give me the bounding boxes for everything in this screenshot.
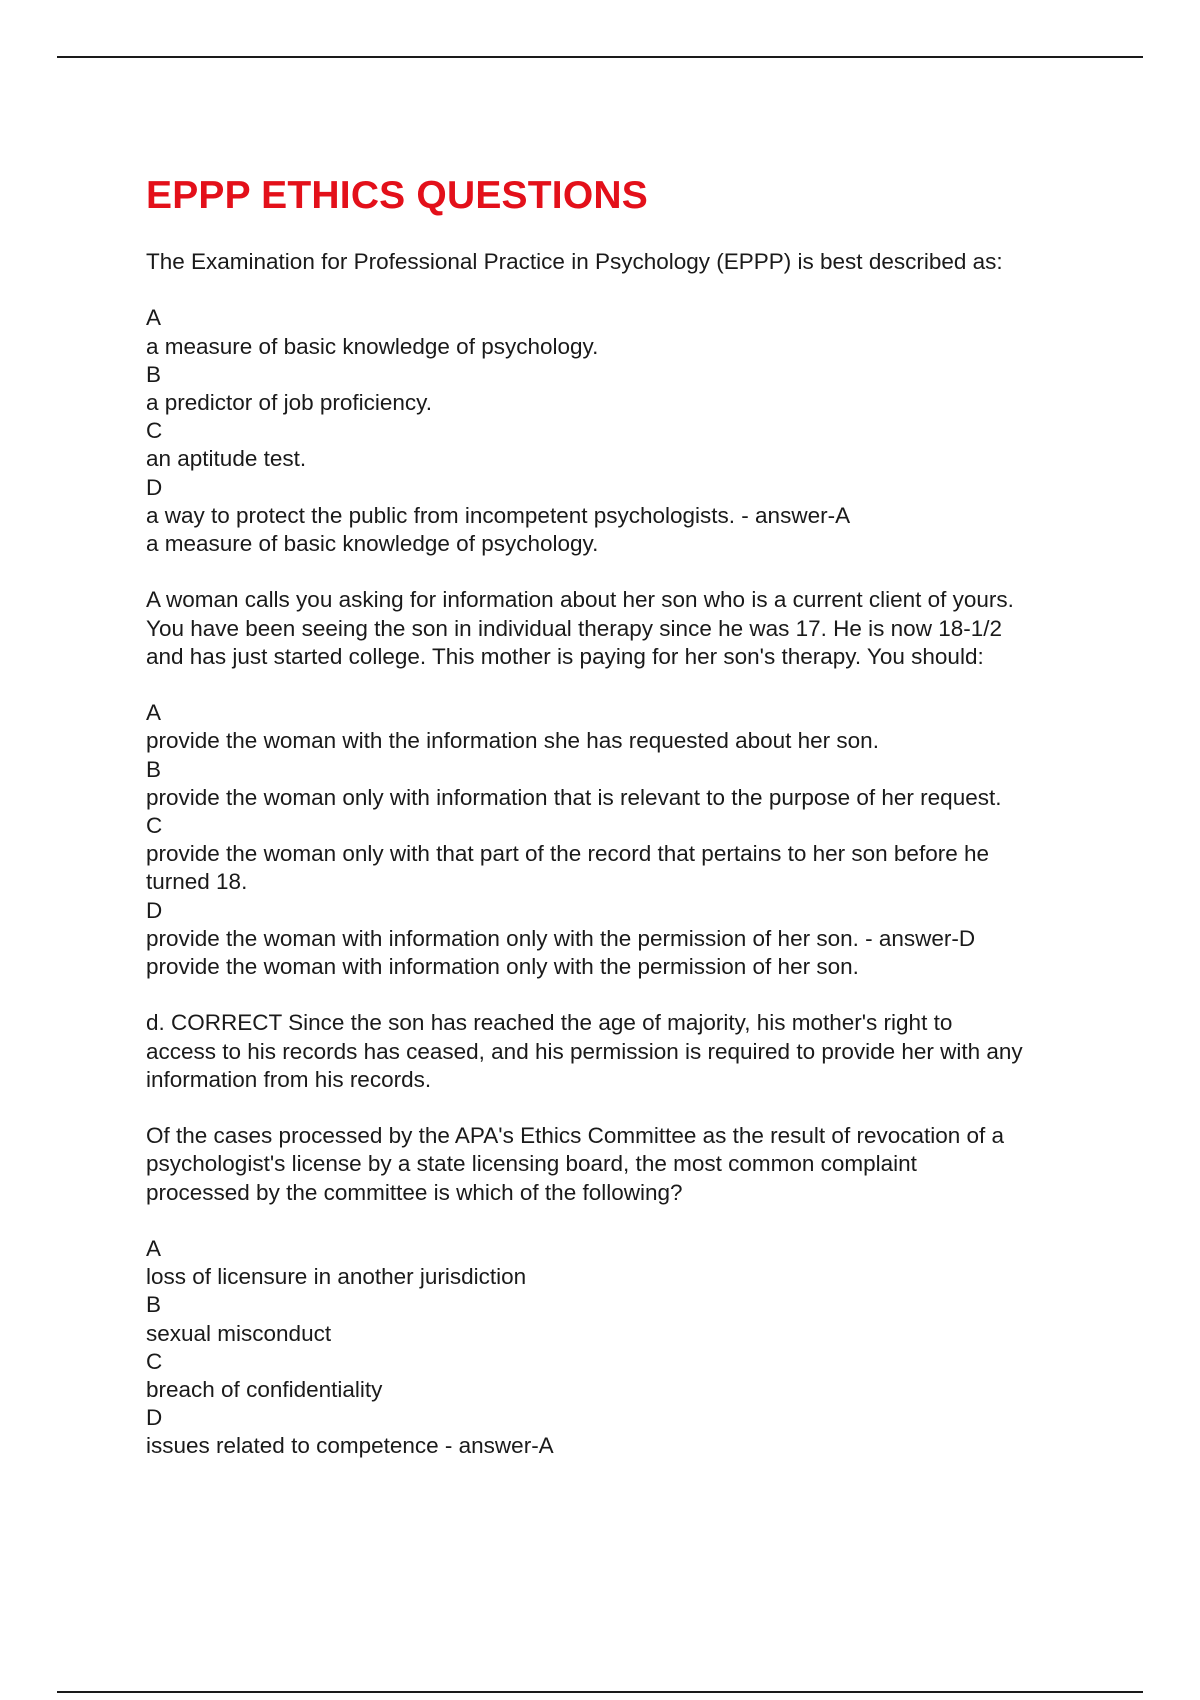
question-2-option-d-text: provide the woman with information only with the permission of her son. - answer-D <box>146 925 976 951</box>
question-2-text-line: You have been seeing the son in individual therapy since he was 17. He is now 18-1/2 <box>146 615 1002 641</box>
spacer <box>146 1094 1106 1122</box>
question-3-option-b-letter: B <box>146 1292 162 1318</box>
question-2 <box>146 586 1106 1094</box>
question-2-option-a-letter: A <box>146 700 162 726</box>
spacer <box>146 276 1106 304</box>
question-3-option-d-text: issues related to competence - answer-A <box>146 1433 554 1459</box>
question-2-option-a-text: provide the woman with the information she has requested about her son. <box>146 728 879 754</box>
question-3-text-line: psychologist's license by a state licensing board, the most common complaint <box>146 1151 917 1177</box>
question-3 <box>146 1122 1106 1460</box>
question-3-option-a-text: loss of licensure in another jurisdiction <box>146 1264 527 1290</box>
spacer <box>146 671 1106 699</box>
question-2-explanation-line: d. CORRECT Since the son has reached the age of majority, his mother's right to <box>146 1010 953 1036</box>
question-2-explanation-line: information from his records. <box>146 1066 432 1092</box>
question-2-text-line: and has just started college. This mother is paying for her son's therapy. You should: <box>146 643 984 669</box>
question-1-option-d-text: a way to protect the public from incompetent psychologists. - answer-A <box>146 502 851 528</box>
question-3-option-a-letter: A <box>146 1236 162 1262</box>
question-1-option-b-text: a predictor of job proficiency. <box>146 390 432 415</box>
question-2-option-b-letter: B <box>146 756 162 782</box>
question-2-option-c-letter: C <box>146 813 163 839</box>
question-3-option-b-text: sexual misconduct <box>146 1320 332 1346</box>
question-3-option-c-letter: C <box>146 1348 163 1374</box>
question-1-option-a-letter: A <box>146 305 162 331</box>
question-1-answer-text: a measure of basic knowledge of psychology. <box>146 531 599 557</box>
question-1-option-a-text: a measure of basic knowledge of psychology. <box>146 333 599 359</box>
question-2-text-line: A woman calls you asking for information about her son who is a current client of yours. <box>146 587 1014 613</box>
question-1 <box>146 248 1106 558</box>
question-3-option-d-letter: D <box>146 1405 163 1431</box>
question-1-option-c-letter: C <box>146 418 163 444</box>
question-2-option-c-text-line: turned 18. <box>146 869 248 895</box>
question-3-text-line: Of the cases processed by the APA's Ethics Committee as the result of revocation of a <box>146 1123 1005 1149</box>
question-3-option-c-text: breach of confidentiality <box>146 1377 383 1403</box>
document-body <box>146 170 1106 1461</box>
question-1-option-d-letter: D <box>146 474 163 500</box>
question-2-explanation-line: access to his records has ceased, and his permission is required to provide her with any <box>146 1038 1023 1064</box>
question-2-option-c-text-line: provide the woman only with that part of the record that pertains to her son before he <box>146 841 989 867</box>
spacer <box>146 1207 1106 1235</box>
spacer <box>146 981 1106 1009</box>
question-2-option-d-letter: D <box>146 897 163 923</box>
question-1-text: The Examination for Professional Practice in Psychology (EPPP) is best described as: <box>146 249 1003 274</box>
question-3-text-line: processed by the committee is which of the following? <box>146 1179 683 1205</box>
question-2-answer-text: provide the woman with information only with the permission of her son. <box>146 954 859 980</box>
question-2-option-b-text: provide the woman only with information that is relevant to the purpose of her request. <box>146 784 1002 810</box>
document-title: EPPP ETHICS QUESTIONS <box>146 174 648 217</box>
question-1-option-c-text: an aptitude test. <box>146 446 307 472</box>
bottom-rule <box>57 1691 1143 1693</box>
spacer <box>146 558 1106 586</box>
top-rule <box>57 56 1143 58</box>
question-1-option-b-letter: B <box>146 361 162 387</box>
